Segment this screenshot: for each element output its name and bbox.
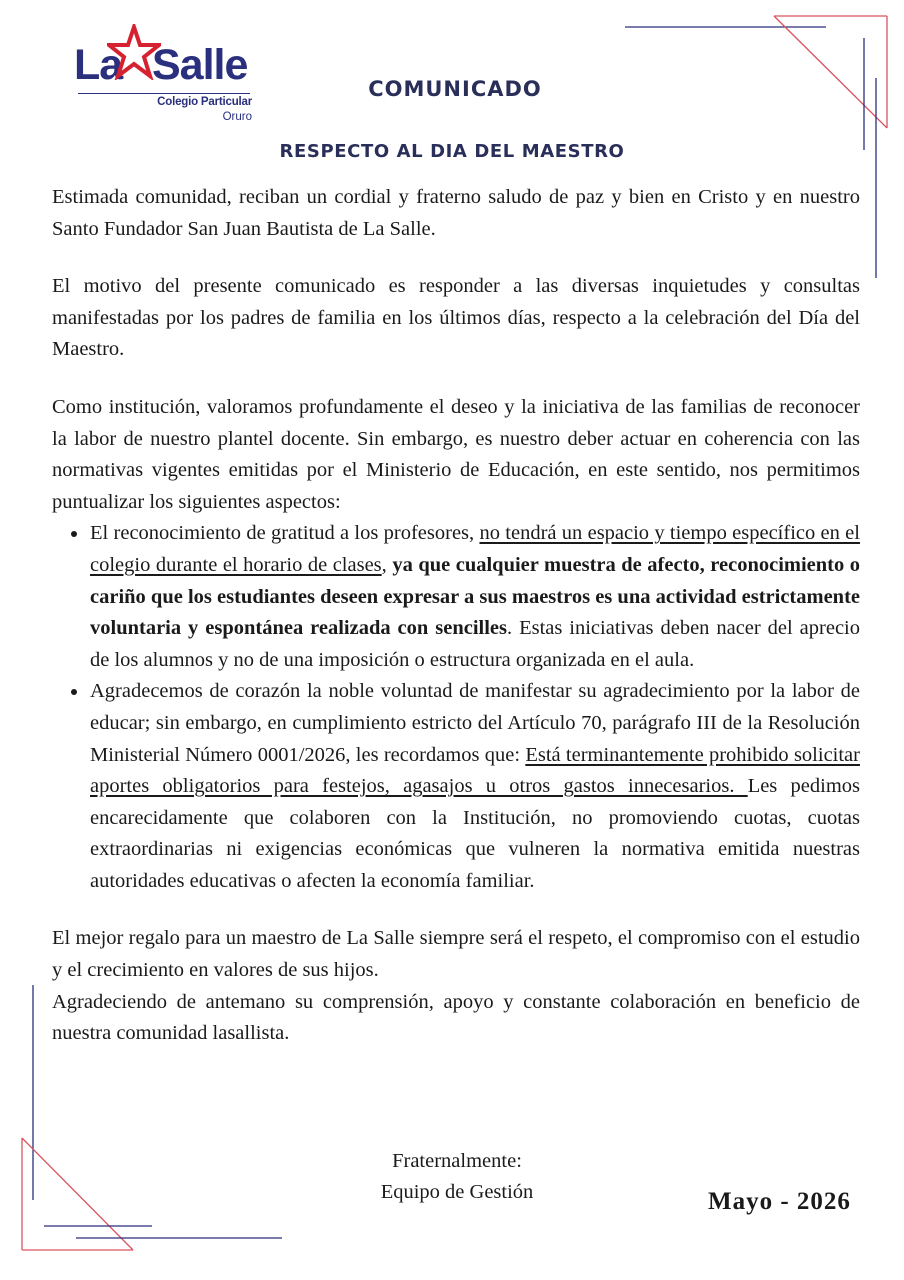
bullet-text: Les pedimos encarecidamente que colaboren con la Institución, no promoviendo cuotas, cuotas extraordinarias ni exigencias económicas que vulneren la normativa emitida nuestras autoridades educativas o afecten la economía familiar. — [90, 775, 860, 892]
closing-salutation: Fraternalmente: — [392, 1150, 522, 1172]
letter-body — [52, 182, 860, 1050]
thanks-paragraph: Agradeciendo de antemano su comprensión, apoyo y constante colaboración en beneficio de nuestra comunidad lasallista. — [52, 990, 860, 1045]
school-logo — [74, 22, 264, 126]
signature-team: Equipo de Gestión — [380, 1181, 534, 1203]
document-subtitle: RESPECTO AL DIA DEL MAESTRO — [279, 141, 625, 162]
logo-word-la: La — [74, 41, 123, 89]
document-title: COMUNICADO — [368, 77, 542, 101]
purpose-paragraph: El motivo del presente comunicado es responder a las diversas inquietudes y consultas manifestadas por los padres de familia en los últimos días, respecto a la celebración del Día del Maestro. — [52, 275, 860, 361]
logo-subtitle: Colegio Particular — [157, 96, 252, 108]
context-paragraph: Como institución, valoramos profundamente el deseo y la iniciativa de las familias de reconocer la labor de nuestro plantel docente. Sin embargo, es nuestro deber actuar en coherencia con las normativas vigentes emitidas por el Ministerio de Educación, en este sentido, nos permitimos puntualizar los siguientes aspectos: — [52, 395, 860, 513]
list-item — [90, 518, 860, 676]
bullet-underlined-text: Está terminantemente prohibido solicitar aportes obligatorios para festejos, agasajos u otros gastos innecesarios. — [90, 743, 860, 798]
values-paragraph: El mejor regalo para un maestro de La Salle siempre será el respeto, el compromiso con el estudio y el crecimiento en valores de sus hijos. — [52, 927, 860, 982]
bullet-text: . Estas iniciativas deben nacer del aprecio de los alumnos y no de una imposición o estructura organizada en el aula. — [90, 617, 860, 671]
list-item — [90, 676, 860, 897]
logo-city: Oruro — [222, 111, 252, 123]
bullet-underlined-text: no tendrá un espacio y tiempo específico en el colegio durante el horario de clases — [90, 522, 860, 576]
aspects-list — [52, 518, 860, 897]
bullet-text: , — [381, 553, 393, 576]
logo-word-salle: Salle — [152, 41, 248, 89]
greeting-paragraph: Estimada comunidad, reciban un cordial y fraterno saludo de paz y bien en Cristo y en nuestro Santo Fundador San Juan Bautista de La Salle. — [52, 186, 860, 240]
bullet-text: El reconocimiento de gratitud a los profesores, — [90, 522, 480, 545]
bullet-text: Agradecemos de corazón la noble voluntad de manifestar su agradecimiento por la labor de educar; sin embargo, en cumplimiento estricto del Artículo 70, parágrafo III de la Resolución Ministerial Número 0001/2026, les recordamos que: — [90, 680, 860, 766]
bullet-bold-text: ya que cualquier muestra de afecto, reconocimiento o cariño que los estudiantes deseen expresar a sus maestros es una actividad estrictamente voluntaria y espontánea realizada con sencilles — [90, 553, 860, 640]
document-date: Mayo - 2026 — [708, 1188, 851, 1215]
